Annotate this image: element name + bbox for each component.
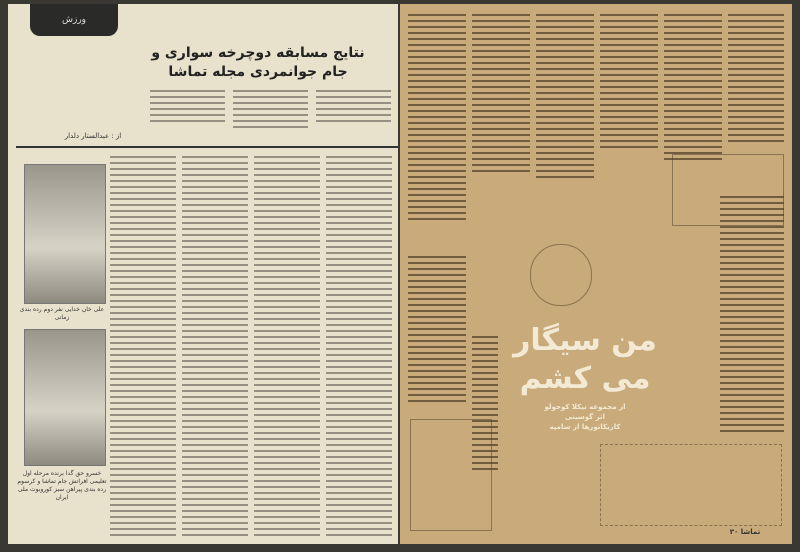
body-column [408,254,466,404]
body-column [536,12,594,182]
intro-column [233,88,308,130]
subtitle-line: کاریکاتورها از سامپه [549,423,621,431]
byline: از : عبدالستار دلدار [64,132,122,140]
page-number: تماشا ۳۰ [729,528,761,536]
headline-line-1: نتایج مسابقه دوچرخه سواری و [151,45,365,61]
right-page [400,4,792,544]
body-column [728,12,784,142]
divider [16,146,398,148]
illustration [530,244,592,306]
body-column [182,154,248,539]
left-page [8,4,398,544]
cyclist-photo [24,329,106,466]
title-line: من سیگار [513,323,657,358]
photo-caption: خسرو حق گدا برنده مرحله اول تعلیمی افراتش جام تماشا و کرسوم رده بندی پیراهن سبز کوروبوت ملی ایران [17,470,107,501]
subtitle-line: از مجموعه نیکلا کوجولو [544,403,626,411]
title-line: می کشم [519,361,651,396]
intro-column [316,88,391,124]
headline [118,44,398,82]
body-column [664,12,722,162]
body-column [600,12,658,152]
body-column [408,12,466,222]
intro-column [150,88,225,124]
cyclist-photo [24,164,106,304]
body-column [326,154,392,539]
subtitle-line: اثر گوسینی [565,413,605,421]
fence-illustration [600,444,782,526]
body-column [720,194,784,434]
headline-line-2: جام جوانمردی مجله تماشا [168,64,348,80]
illustration [672,154,784,226]
illustration [410,419,492,531]
photo-caption: علی خان خدایی نفر دوم رده بندی زمانی [19,306,105,321]
section-tab: ورزش [30,4,118,36]
body-column [472,12,530,172]
article-title [500,322,670,432]
body-column [110,154,176,539]
body-column [254,154,320,539]
